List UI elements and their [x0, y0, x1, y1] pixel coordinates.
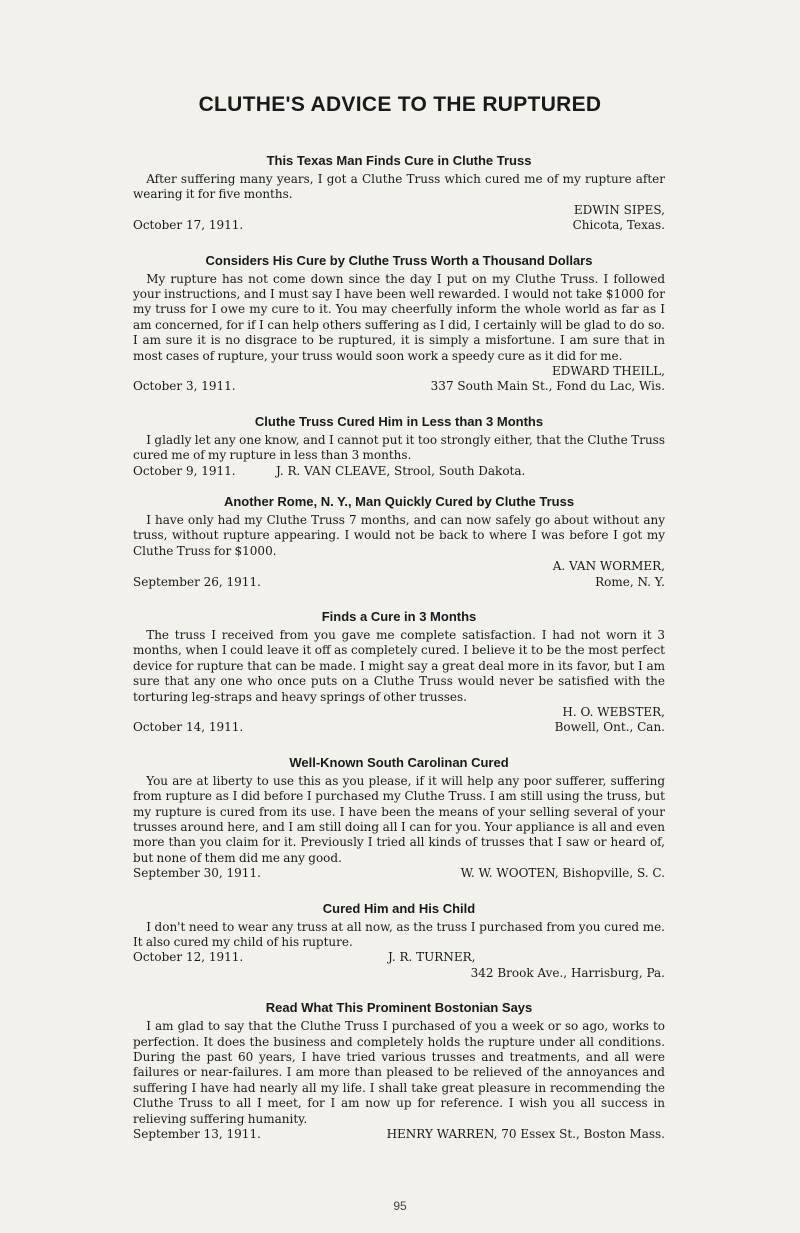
testimonial-van-wormer: [133, 493, 665, 590]
testimonial-date: September 13, 1911.: [133, 1127, 261, 1142]
testimonial-headline: This Texas Man Finds Cure in Cluthe Truss: [266, 153, 532, 168]
testimonial-headline: Considers His Cure by Cluthe Truss Worth a Thousand Dollars: [205, 252, 593, 268]
testimonial-date: September 30, 1911.: [133, 866, 261, 881]
signer-address: Rome, N. Y.: [595, 574, 665, 589]
signature-line: [133, 559, 665, 574]
address-line: [133, 966, 665, 981]
testimonial-date: October 17, 1911.: [133, 218, 244, 233]
signer-name: A. VAN WORMER,: [552, 559, 665, 574]
date-line: [133, 218, 665, 233]
testimonial-list: [133, 152, 665, 1160]
testimonial-body: I don't need to wear any truss at all now, as the truss I purchased from you cured me. It also cured my child of his rupture.: [133, 919, 665, 950]
signature-line: [133, 705, 665, 720]
testimonial-headline: Cured Him and His Child: [322, 900, 476, 916]
date-line: [133, 720, 665, 735]
testimonial-theill: [133, 252, 665, 395]
testimonial-headline: Well-Known South Carolinan Cured: [289, 754, 509, 770]
testimonial-body: I gladly let any one know, and I cannot put it too strongly either, that the Cluthe Truss cured me of my rupture in less than 3 months.: [133, 432, 665, 463]
date-line: [133, 1127, 665, 1142]
testimonial-headline: Another Rome, N. Y., Man Quickly Cured by Cluthe Truss: [223, 494, 575, 510]
signature-line: [133, 203, 665, 218]
signer-signature: W. W. WOOTEN, Bishopville, S. C.: [460, 866, 665, 881]
testimonial-headline: Finds a Cure in 3 Months: [321, 609, 477, 625]
signer-name: J. R. TURNER,: [388, 950, 476, 965]
signer-address: Bowell, Ont., Can.: [554, 720, 665, 735]
signer-address: 342 Brook Ave., Harrisburg, Pa.: [470, 965, 665, 980]
testimonial-webster: [133, 608, 665, 736]
signer-signature: HENRY WARREN, 70 Essex St., Boston Mass.: [386, 1127, 665, 1142]
testimonial-body: After suffering many years, I got a Cluthe Truss which cured me of my rupture after wearing it for five months.: [133, 172, 665, 202]
testimonial-sipes: [133, 152, 665, 234]
testimonial-headline: Read What This Prominent Bostonian Says: [265, 1000, 533, 1016]
signer-name: EDWARD THEILL,: [552, 364, 665, 379]
signer-name: H. O. WEBSTER,: [562, 705, 665, 720]
testimonial-date: October 9, 1911.: [133, 463, 236, 478]
date-line: [133, 575, 665, 590]
testimonial-date: October 12, 1911.: [133, 950, 244, 965]
page-number: 95: [393, 1199, 407, 1213]
testimonial-wooten: [133, 754, 665, 882]
date-line: [133, 464, 665, 479]
testimonial-date: October 14, 1911.: [133, 720, 244, 735]
testimonial-date: September 26, 1911.: [133, 574, 261, 589]
date-line: [133, 950, 665, 965]
signer-name: EDWIN SIPES,: [573, 202, 665, 217]
signer-address: 337 South Main St., Fond du Lac, Wis.: [430, 379, 665, 394]
testimonial-warren: [133, 999, 665, 1142]
signature-line: [133, 364, 665, 379]
date-line: [133, 379, 665, 394]
testimonial-body: I have only had my Cluthe Truss 7 months, and can now safely go about without any truss, without rupture appearing. I would not be back to where I was before I got my Cluthe Truss for $1000.: [133, 513, 665, 558]
running-head: CLUTHE'S ADVICE TO THE RUPTURED: [198, 93, 602, 116]
testimonial-turner: [133, 900, 665, 982]
signer-signature: J. R. VAN CLEAVE, Strool, South Dakota.: [276, 463, 526, 478]
testimonial-date: October 3, 1911.: [133, 379, 236, 394]
testimonial-body: You are at liberty to use this as you please, if it will help any poor sufferer, suffering from rupture as I did before I purchased my Cluthe Truss. I am still using the truss, but my rupture is cured from its use. I have been the means of your selling several of your trusses around here, and I am still doing all I can for you. Your appliance is all and even more than you claim for it. Previously I tried all kinds of trusses that I saw or heard of, but none of them did me any good.: [133, 773, 665, 865]
testimonial-body: The truss I received from you gave me complete satisfaction. I had not worn it 3 months, when I could leave it off as completely cured. I believe it to be the most perfect device for rupture that can be made. I might say a great deal more in its favor, but I am sure that any one who once puts on a Cluthe Truss would never be satisfied with the torturing leg-straps and heavy springs of other trusses.: [133, 628, 665, 704]
signer-address: Chicota, Texas.: [572, 218, 665, 233]
date-line: [133, 866, 665, 881]
testimonial-body: My rupture has not come down since the day I put on my Cluthe Truss. I followed your instructions, and I must say I have been well rewarded. I would not take $1000 for my truss for I owe my cure to it. You may cheerfully inform the whole world as far as I am concerned, for if I can help others suffering as I did, I certainly will be glad to do so. I am sure it is no disgrace to be ruptured, it is simply a misfortune. I am sure that in most cases of rupture, your truss would soon work a speedy cure as it did for me.: [133, 271, 665, 363]
testimonial-body: I am glad to say that the Cluthe Truss I purchased of you a week or so ago, works to perfection. It does the business and completely holds the rupture under all conditions. During the past 60 years, I have tried various trusses and treatments, and all were failures or near-failures. I am more than pleased to be relieved of the annoyances and suffering I have had nearly all my life. I shall take great pleasure in recommending the Cluthe Truss to all I meet, for I am now up for reference. I wish you all success in relieving suffering humanity.: [133, 1019, 665, 1126]
testimonial-headline: Cluthe Truss Cured Him in Less than 3 Months: [254, 413, 544, 429]
testimonial-van-cleave: [133, 413, 665, 479]
